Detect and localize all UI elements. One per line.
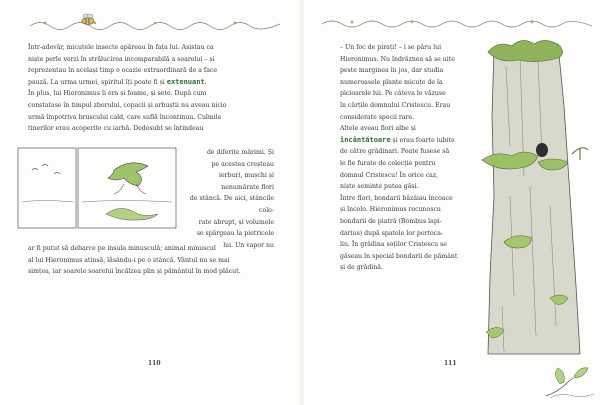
text-line: reprezentau în același timp o ocazie extraordinară de a face: [28, 67, 218, 75]
sprout-corner-illustration: [540, 362, 600, 400]
text-line: pe acestea creșteau: [211, 160, 274, 168]
text-line: Hieronimus. Nu îndrăznea să se uite: [340, 55, 455, 63]
text-line: urmă împotriva bruscului cald, care suflă încontinuu. Culmile: [28, 113, 222, 121]
text-line: În plus, lui Hieronimus îi era și foame, și sete. După cum: [28, 90, 207, 98]
paragraph-bottom: [28, 243, 276, 278]
text-line: ar fi putut să debarce pe insula minusculă; animal minuscul: [28, 245, 216, 252]
text-line: de către grădinari. Poate fusese să: [340, 148, 450, 156]
right-paragraph: [340, 42, 472, 274]
text-line: domnul Cristescu! În orice caz,: [340, 171, 439, 179]
text-line: se spărgeau la pietricele: [196, 230, 274, 238]
paragraph-top: [28, 42, 276, 135]
text-line: Între flori, bondarii bâzâiau încoace: [340, 194, 453, 202]
text-line: și de grădină.: [340, 264, 383, 272]
bee-icon: [78, 13, 98, 27]
text-line: considerate specii rare.: [340, 113, 415, 121]
wrapped-text: [186, 147, 274, 251]
text-line: niște semințe putea găsi.: [340, 183, 419, 191]
text-line: ierburi, mușchi și: [219, 172, 274, 180]
text-line: pauză. La urma urmei, spiritul îți poate fi și extenuant.: [28, 77, 207, 86]
text-line: Într-adevăr, micuțele insecte apăreau în fața lui. Asistau ca: [28, 44, 214, 51]
text-line: picioarele lui. Pe câteva le văzuse: [340, 90, 446, 98]
right-page: [304, 0, 604, 405]
text-line: în cărțile domnului Cristescu. Erau: [340, 101, 451, 109]
flying-bird-illustration: [14, 140, 180, 238]
page-number: 110: [148, 360, 161, 367]
text-line: găseau în special bondarii de pământ: [340, 252, 458, 260]
text-line: rate abrupt, și volumele: [198, 218, 274, 226]
text-line: și încolo. Hieronimus recunoscu: [340, 206, 441, 214]
text-line: niște perle verzi în strălucirea incomparabilă a soarelui – și: [28, 55, 215, 63]
text-line: le fie furate de colecție pentru: [340, 159, 436, 167]
text-line: peste marginea în jos, dar studia: [340, 67, 444, 75]
text-line: de diferite mărimi. Și: [206, 149, 274, 156]
text-line: darius) după spatele lor portoca-: [340, 229, 444, 237]
page-number: 111: [444, 360, 457, 367]
tree-trunk-illustration: [480, 36, 592, 356]
text-line: lui. Un vapor nu: [223, 241, 274, 249]
text-line: numeroasele plante micuțe de la: [340, 78, 443, 86]
emphasized-word: încântătoare și erau foarte iubite: [340, 135, 455, 144]
text-line: de stâncă. De aici, stâncile colo-: [189, 195, 274, 214]
text-line: nenumărate flori: [221, 183, 274, 191]
text-line: bondarii de piatră (Bombus lapi-: [340, 217, 442, 225]
text-line: al lui Hieronimus atinsă, lăsându-i pe o stâncă. Vântul nu se mai: [28, 256, 230, 264]
vine-ornament: [322, 16, 592, 30]
emphasized-word: extenuant: [166, 77, 205, 86]
text-line: constatase în timpul zborului, copacii și arbuștii nu aveau nicio: [28, 101, 227, 109]
text-line: tinerilor erau acoperite cu iarbă. Dedesubt se întindeau: [28, 125, 204, 133]
vine-ornament: [30, 16, 280, 30]
text-line: Altele aveau flori albe și: [340, 125, 416, 133]
text-line: liu. În grădina soților Cristescu se: [340, 241, 447, 249]
text-line: simțea, iar soarele soarelui încălzea plin și pământul în mod plăcut.: [28, 268, 241, 276]
left-page: [0, 0, 300, 405]
text-line: – Un foc de pirați! – i se păru lui: [340, 44, 442, 51]
